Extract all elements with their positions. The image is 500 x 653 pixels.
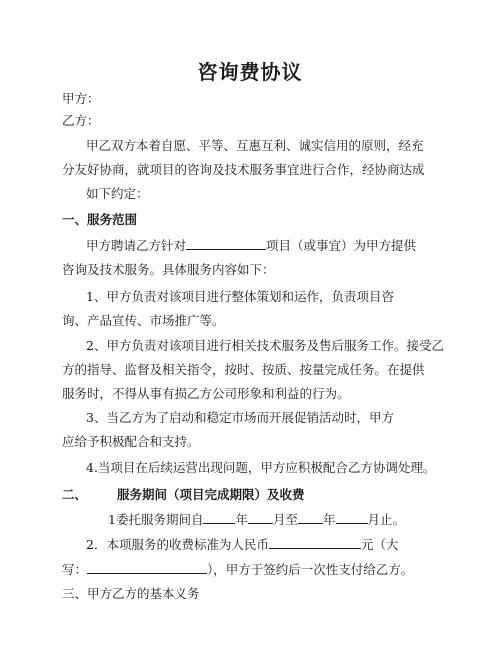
fee-written-label: 写： — [62, 562, 88, 577]
document-title: 咨询费协议 — [197, 60, 303, 84]
fee-text-unit: 元（大 — [360, 537, 399, 552]
intro-line-1: 甲乙双方本着自愿、平等、互惠互利、诚实信用的原则，经充 — [86, 138, 424, 153]
party-a-label: 甲方： — [62, 91, 100, 106]
start-year-blank — [203, 511, 235, 524]
intro-line-2: 分友好协商，就项目的咨询及技术服务事宜进行合作，经协商达成 — [62, 162, 425, 177]
item-2-line-2: 方的指导、监督及相关指令，按时、按质、按量完成任务。在提供 — [62, 362, 425, 377]
period-text-start: 1委托服务期间自 — [108, 512, 204, 527]
fee-line-1 — [86, 536, 398, 553]
period-year-label: 年 — [235, 512, 248, 527]
end-year-blank — [298, 511, 323, 524]
end-month-blank — [336, 511, 368, 524]
fee-text-start: 2．本项服务的收费标准为人民币 — [86, 537, 269, 552]
period-end-label: 月止。 — [367, 512, 406, 527]
section-1-paragraph-line-2: 咨询及技术服务。具体服务内容如下： — [62, 262, 275, 277]
period-end-year-label: 年 — [323, 512, 336, 527]
fee-amount-blank — [269, 536, 361, 549]
section-1-heading: 一、服务范围 — [62, 212, 138, 227]
period-month-to-label: 月至 — [272, 512, 298, 527]
section-3-heading: 三、甲方乙方的基本义务 — [62, 586, 200, 601]
project-name-blank — [186, 237, 266, 250]
section-2-title: 服务期间（项目完成期限）及收费 — [117, 487, 305, 502]
item-2-line-3: 服务时，不得从事有损乙方公司形象和利益的行为。 — [62, 386, 350, 401]
section-2-number: 二、 — [62, 487, 88, 502]
fee-written-blank — [87, 561, 207, 574]
section-1-paragraph-line-1 — [86, 237, 416, 254]
sec1-text-a: 甲方聘请乙方针对 — [86, 238, 187, 253]
service-period-line — [108, 511, 405, 528]
item-1-line-2: 询、产品宣传、市场推广等。 — [62, 313, 225, 328]
party-b-label: 乙方： — [62, 113, 100, 128]
start-month-blank — [248, 511, 273, 524]
item-2-line-1: 2、甲方负责对该项目进行相关技术服务及售后服务工作。接受乙 — [86, 338, 444, 353]
item-3-line-2: 应给予积极配合和支持。 — [62, 434, 200, 449]
item-3-line-1: 3、当乙方为了启动和稳定市场而开展促销活动时，甲方 — [86, 410, 394, 425]
section-2-heading — [62, 487, 305, 503]
item-1-line-1: 1、甲方负责对该项目进行整体策划和运作，负责项目咨 — [86, 289, 394, 304]
fee-line-2 — [62, 561, 413, 578]
sec1-text-b: 项目（或事宜）为甲方提供 — [266, 238, 417, 253]
intro-line-3: 如下约定： — [86, 186, 149, 201]
fee-payment-text: ），甲方于签约后一次性支付给乙方。 — [207, 562, 414, 577]
item-4-line: 4.当项目在后续运营出现问题，甲方应积极配合乙方协调处理。 — [86, 460, 436, 475]
